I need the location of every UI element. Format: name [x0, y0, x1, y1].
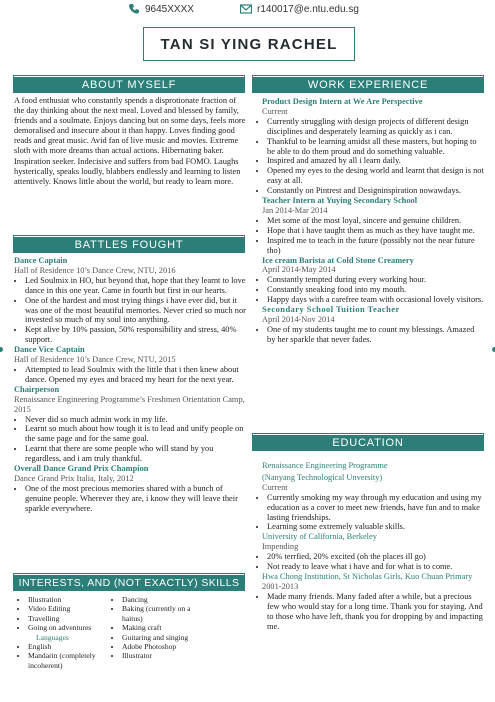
battle-bullet: • Attempted to lead Soulmix with the little that i then knew about dance. Opened my eyes and braced my heart for the next year.	[25, 365, 246, 385]
work-bullet: • Happy days with a carefree team with occasional lovely visitors.	[267, 295, 484, 305]
battle-bullet: • One of the hardest and most trying things i have ever did, but it was one of the most beautiful memories. Never cried so much nor invested so much of my soul into anything.	[25, 296, 246, 326]
work-bullet: • Constantly on Pintrest and Designinspiration nowawdays.	[267, 186, 484, 196]
work-title: Secondary School Tuition Teacher	[262, 305, 400, 315]
work-date: April 2014-Nov 2014	[262, 314, 335, 324]
education-heading: EDUCATION	[253, 434, 483, 450]
name-box	[143, 27, 355, 61]
battle-bullet: • Never did so much admin work in my life.	[25, 415, 246, 425]
work-bullet: • Met some of the most loyal, sincere and genuine children.	[267, 216, 484, 226]
battle-bullet: • Learnt that there are some people who will stand by you regardless, and i am truly thankful.	[25, 444, 246, 464]
battle-bullet: • Learnt so much about how tough it is to lead and unify people on the same page and for the same goal.	[25, 424, 246, 444]
skills-list-left	[17, 595, 105, 670]
education-bullet: • Learning some extremely valuable skills.	[267, 522, 484, 532]
contact-line	[0, 2, 495, 20]
skill-item: • Making craft	[122, 623, 211, 632]
battle-bullet: • One of the most precious memories shared with a bunch of genuine people. Wherever they are, i know they will leave their sparkle everywhere.	[25, 484, 246, 514]
education-title: Hwa Chong Institution, St Nicholas Girls, Kuo Chuan Primary	[262, 571, 473, 581]
skill-item: • Guitaring and singing	[122, 633, 211, 642]
battle-entry	[14, 256, 246, 345]
education-date: Current	[262, 482, 288, 492]
work-bullet: • Constantly sneaking food into my mouth.	[267, 285, 484, 295]
skill-item: • Dancing	[122, 595, 211, 604]
work-bullet: • Currently struggling with design projects of different design disciplines and desperately learning as quickly as i can.	[267, 117, 484, 137]
phone-icon	[128, 3, 140, 15]
battle-org: Hall of Residence 10’s Dance Crew, NTU, 2016	[14, 265, 176, 275]
work-title: Product Design Intern at We Are Perspective	[262, 97, 423, 106]
about-heading: ABOUT MYSELF	[14, 76, 244, 92]
battle-title: Dance Vice Captain	[14, 345, 85, 355]
skills-list-right	[111, 595, 211, 670]
skill-item: • Illustrator	[122, 651, 211, 660]
battles-heading: BATTLES FOUGHT	[14, 236, 244, 252]
page-title: TAN SI YING RACHEL	[160, 35, 338, 53]
work-entry	[256, 97, 484, 196]
work-entry	[256, 256, 484, 306]
battle-org: Renaissance Engineering Programme’s Freshmen Orientation Camp, 2015	[14, 394, 245, 414]
about-text: A food enthusiat who constantly spends a disprotionate fraction of the day thinking about the next meal. Loved and blessed by family, friends and a soulmate. Enjoys dancing but on some days, feels more demoralised and insecure about it than happy. Loves finding good reads and great music. Avid fan of live music and movies. Extreme sloth with more dreams than actual actions. Hibernating baker. Inspiration seeker. Indecisive and suffers from bad FOMO. Laughs hysterically, speaks loudly, blabbers endlessly and learning to listen attentively. Knows little about the world, but ready to learn more.	[14, 96, 246, 186]
skill-item: • Travelling	[28, 614, 105, 623]
email-address: r140017@e.ntu.edu.sg	[257, 3, 359, 15]
education-bullet: • Made many friends. Many faded after a while, but a precious few who would stay for a long time. Thank you for staying. And to those who have left, thank you for dropping by and impacting me.	[267, 592, 484, 632]
education-section	[256, 461, 484, 631]
battle-entry	[14, 385, 246, 464]
work-entry	[256, 196, 484, 255]
language-item: • English	[28, 642, 105, 651]
battle-entry	[14, 464, 246, 514]
education-subtitle: (Nanyang Technological Unversity)	[262, 472, 383, 482]
skill-item: • Baking (currently on a haitus)	[122, 604, 211, 623]
education-date: 2001-2013	[262, 581, 299, 591]
email-contact	[240, 3, 359, 15]
battle-title: Overall Dance Grand Prix Champion	[14, 464, 149, 474]
education-bullet: • Currently smoking my way through my education and using my education as a cover to meet new friends, have fun and to make lasting friendships.	[267, 493, 484, 523]
work-date: Jan 2014-Mar 2014	[262, 205, 328, 215]
left-edge-marker	[0, 347, 3, 352]
work-date: April 2014-May 2014	[262, 265, 336, 275]
work-entry	[256, 305, 484, 345]
education-bullet: • Not ready to leave what i have and for what is to come.	[267, 562, 484, 572]
skills-section	[17, 595, 257, 670]
work-date: Current	[262, 106, 288, 116]
work-bullet: • Constantly tempted during every working hour.	[267, 275, 484, 285]
work-bullet: • Hope that i have taught them as much as they have taught me.	[267, 226, 484, 236]
languages-label: Languages	[36, 632, 69, 642]
battle-entry	[14, 345, 246, 385]
education-title: Renaissance Engineering Programme	[262, 461, 388, 470]
phone-contact	[128, 3, 194, 15]
skill-item: • Illustration	[28, 595, 105, 604]
work-bullet: • Inspired me to teach in the future (possibly not the near future tho)	[267, 236, 484, 256]
skill-item: • Video Editing	[28, 604, 105, 613]
battle-title: Chairperson	[14, 384, 60, 394]
battle-title: Dance Captain	[14, 256, 68, 265]
work-title: Ice cream Barista at Cold Stone Creamery	[262, 255, 414, 265]
education-title: University of California, Berkeley	[262, 532, 377, 542]
skills-heading: INTERESTS, AND (NOT EXACTLY) SKILLS	[14, 574, 244, 590]
work-heading: WORK EXPERIENCE	[253, 76, 483, 92]
language-item: • Mandarin (completely incoherent)	[28, 651, 105, 670]
email-icon	[240, 3, 252, 15]
phone-number: 9645XXXX	[145, 3, 194, 15]
battle-org: Hall of Residence 10’s Dance Crew, NTU, 2015	[14, 355, 176, 365]
battle-org: Dance Grand Prix Italia, Italy, 2012	[14, 473, 134, 483]
work-title: Teacher Intern at Yuying Secondary School	[262, 196, 418, 206]
work-bullet: • Opened my eyes to the desing world and learnt that design is not easy at all.	[267, 166, 484, 186]
battles-section	[14, 256, 246, 514]
work-section	[256, 97, 484, 345]
education-entry	[256, 461, 484, 532]
work-bullet: • Thankful to be learning amidst all these masters, but hoping to be able to do them proud and do something valuable.	[267, 137, 484, 157]
skill-item: • Going on adventures	[28, 623, 105, 632]
about-section	[14, 96, 246, 187]
skill-item: • Adobe Photoshop	[122, 642, 211, 651]
education-date: Impending	[262, 542, 299, 552]
work-bullet: • One of my students taught me to count my blessings. Amazed by her sparkle that never fades.	[267, 325, 484, 345]
education-entry	[256, 572, 484, 631]
education-entry	[256, 532, 484, 572]
battle-bullet: • Kept alive by 10% passion, 50% responsibility and stress, 40% support.	[25, 325, 246, 345]
education-bullet: • 20% terrfied, 20% excited (oh the places ill go)	[267, 552, 484, 562]
work-bullet: • Inspired and amazed by all i learn daily.	[267, 156, 484, 166]
battle-bullet: • Led Soulmix in HO, but beyond that, hope that they learnt to love dance in this one year. Came in fourth but first in our hearts.	[25, 276, 246, 296]
